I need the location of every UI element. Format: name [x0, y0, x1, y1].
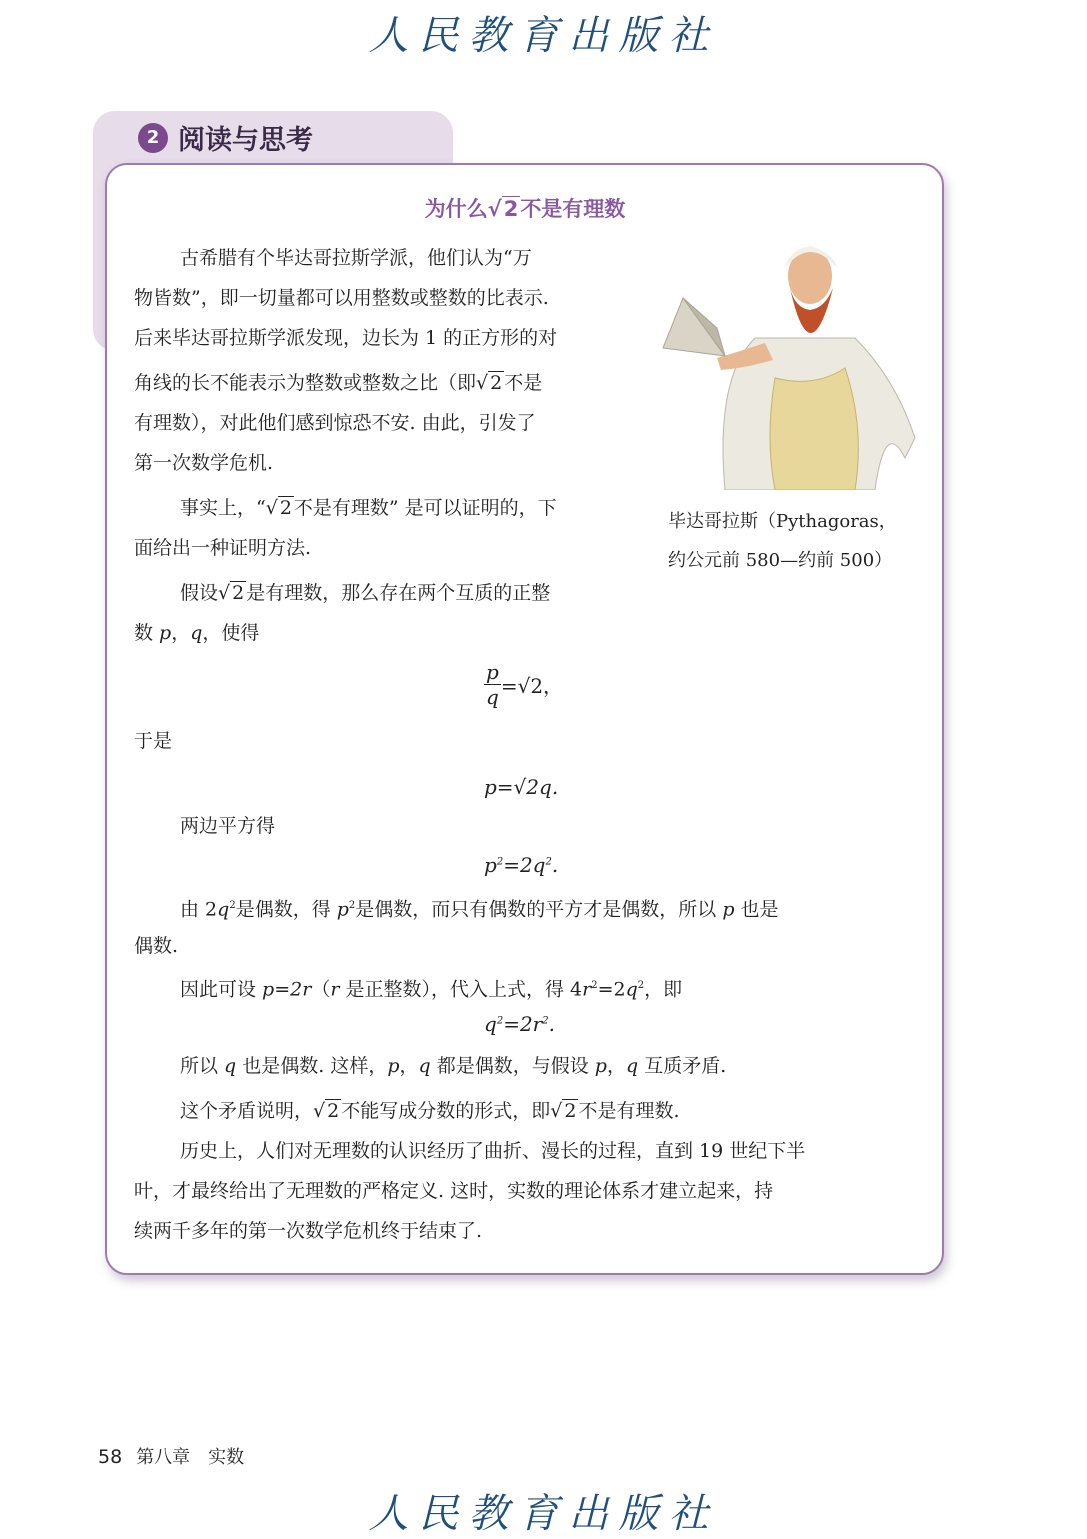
para5-line1: 因此可设 p=2r（r 是正整数），代入上式，得 $4r^2=2q^2$，即	[180, 978, 683, 1001]
pythagoras-illustration	[655, 238, 920, 490]
yushi-text: 于是	[134, 730, 173, 752]
para6-line1: 所以 q 也是偶数. 这样，p，q 都是偶数，与假设 p，q 互质矛盾.	[180, 1055, 727, 1077]
para4-line1: 由 $2q^2$是偶数，得 $p^2$是偶数，而只有偶数的平方才是偶数，所以 p 也是	[180, 898, 779, 921]
section-header	[138, 118, 313, 157]
para8-line2: 叶，才最终给出了无理数的严格定义. 这时，实数的理论体系才建立起来，持	[134, 1180, 774, 1202]
para1-line6: 第一次数学危机.	[134, 452, 274, 474]
page-number: 58	[98, 1446, 123, 1468]
equation-fraction: $\frac{p}{q}$ =√2，	[486, 660, 564, 709]
para1-line4: 角线的长不能表示为整数或整数之比（即√ 2 不是	[134, 372, 543, 394]
para2-line1: 事实上，“√ 2 不是有理数” 是可以证明的，下	[180, 497, 557, 519]
page-footer	[98, 1443, 244, 1469]
para8-line1: 历史上，人们对无理数的认识经历了曲折、漫长的过程，直到 19 世纪下半	[180, 1140, 806, 1162]
para2-line2: 面给出一种证明方法.	[134, 537, 312, 559]
para1-line2: 物皆数”，即一切量都可以用整数或整数的比表示.	[134, 287, 549, 309]
para8-line3: 续两千多年的第一次数学危机终于结束了.	[134, 1220, 483, 1242]
para3-line2: 数 p，q，使得	[134, 622, 260, 644]
article-title: 为什么√2不是有理数	[424, 197, 626, 221]
publisher-logo-bottom: 人民教育出版社	[368, 1491, 719, 1537]
section-tab-label: 阅读与思考	[178, 125, 313, 156]
figure-caption-line1: 毕达哥拉斯（Pythagoras，	[668, 511, 897, 532]
para3-line1: 假设√ 2 是有理数，那么存在两个互质的正整	[180, 582, 551, 604]
para1-line3: 后来毕达哥拉斯学派发现，边长为 1 的正方形的对	[134, 327, 558, 349]
equation-3: $p^2=2q^2$.	[484, 853, 559, 877]
chapter-label: 第八章 实数	[136, 1447, 245, 1468]
para1-line1: 古希腊有个毕达哥拉斯学派，他们认为“万	[180, 247, 532, 269]
sqrt-symbol: √2	[487, 197, 519, 221]
reading-icon: 2	[138, 123, 168, 153]
equation-4: $q^2=2r^2$.	[484, 1012, 555, 1036]
figure-caption-line2: 约公元前 580—约前 500）	[668, 550, 893, 571]
publisher-logo: 人民教育出版社	[368, 13, 719, 59]
para4-line2: 偶数.	[134, 935, 179, 957]
para1-line5: 有理数），对此他们感到惊恐不安. 由此，引发了	[134, 412, 536, 434]
liangbian-text: 两边平方得	[180, 815, 276, 837]
para7-line1: 这个矛盾说明，√ 2 不能写成分数的形式，即√ 2 不是有理数.	[180, 1100, 680, 1122]
equation-2: p=√2q.	[484, 775, 559, 799]
